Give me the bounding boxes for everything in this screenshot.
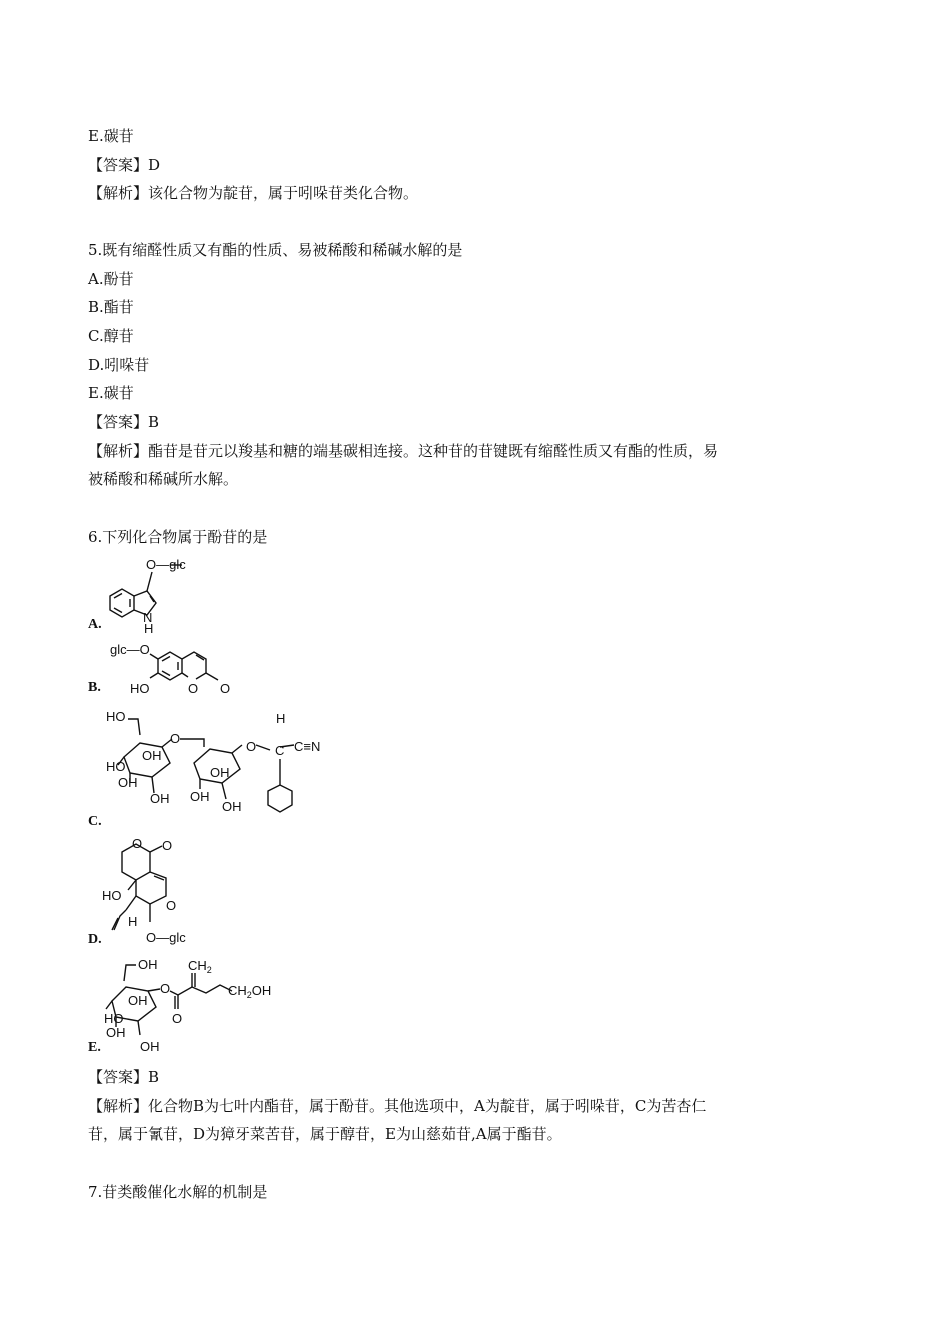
struct-d-carbonyl-o-text: O bbox=[162, 838, 173, 853]
q7-stem: 7.苷类酸催化水解的机制是 bbox=[88, 1183, 268, 1201]
q5-option-a: A.酚苷 bbox=[88, 270, 134, 288]
structure-d bbox=[100, 838, 220, 950]
structure-c bbox=[104, 705, 344, 830]
struct-d-o-glc-text: O—glc bbox=[146, 930, 186, 945]
struct-a-h-text: H bbox=[144, 621, 154, 636]
struct-d-ho-text: HO bbox=[102, 888, 122, 903]
struct-e-oh-4: OH bbox=[140, 1039, 160, 1054]
q6-option-e-label: E. bbox=[88, 1040, 101, 1055]
struct-b-ring-o-text: O bbox=[188, 681, 199, 696]
structure-a bbox=[100, 552, 230, 634]
q6-analysis-line2: 苷，属于氰苷，D为獐牙菜苦苷，属于醇苷，E为山慈茹苷,A属于酯苷。 bbox=[88, 1125, 562, 1143]
struct-c-h-text: H bbox=[276, 711, 286, 726]
q5-option-d: D.吲哚苷 bbox=[88, 356, 150, 374]
q4-answer: 【答案】D bbox=[88, 156, 161, 174]
struct-a-n-text: N bbox=[143, 610, 153, 625]
struct-c-oh-1: OH bbox=[142, 748, 162, 763]
struct-c-ho-text: HO bbox=[106, 709, 126, 724]
struct-c-ho-2: HO bbox=[106, 759, 126, 774]
struct-c-oh-4: OH bbox=[150, 791, 170, 806]
struct-c-oh-7: OH bbox=[222, 799, 242, 814]
struct-c-c-text: C bbox=[275, 743, 285, 758]
q6-stem: 6.下列化合物属于酚苷的是 bbox=[88, 528, 268, 546]
structure-b bbox=[108, 637, 278, 699]
struct-e-oh-3: OH bbox=[106, 1025, 126, 1040]
q4-option-e: E.碳苷 bbox=[88, 127, 134, 145]
struct-e-ho-2: HO bbox=[104, 1011, 124, 1026]
q5-option-e: E.碳苷 bbox=[88, 384, 134, 402]
q5-option-b: B.酯苷 bbox=[88, 298, 134, 316]
struct-b-carbonyl-o-text: O bbox=[220, 681, 231, 696]
struct-c-oh-5: OH bbox=[210, 765, 230, 780]
q6-option-d-label: D. bbox=[88, 932, 102, 947]
struct-c-cn-text: C≡N bbox=[294, 739, 321, 754]
struct-d-ring-o-text: O bbox=[132, 836, 143, 851]
struct-e-ch2-text: $CH_2$ bbox=[188, 958, 212, 975]
q4-analysis: 【解析】该化合物为靛苷，属于吲哚苷类化合物。 bbox=[88, 184, 419, 202]
struct-e-oh-top: OH bbox=[138, 957, 158, 972]
structure-e bbox=[104, 957, 294, 1057]
struct-c-o-link-1: O bbox=[170, 731, 181, 746]
q6-option-c-label: C. bbox=[88, 814, 102, 829]
struct-b-ho-text: HO bbox=[130, 681, 150, 696]
q6-option-b-label: B. bbox=[88, 680, 101, 695]
q6-option-a-label: A. bbox=[88, 617, 102, 632]
q5-option-c: C.醇苷 bbox=[88, 327, 134, 345]
struct-b-glc-o-text: glc—O bbox=[110, 642, 150, 657]
q6-analysis-line1: 【解析】化合物B为七叶内酯苷，属于酚苷。其他选项中，A为靛苷，属于吲哚苷，C为苦杏仁 bbox=[88, 1097, 707, 1115]
struct-c-oh-6: OH bbox=[190, 789, 210, 804]
q6-answer: 【答案】B bbox=[88, 1068, 160, 1086]
struct-a-o-glc-text: O—glc bbox=[146, 557, 186, 572]
struct-d-ring-o2-text: O bbox=[166, 898, 177, 913]
struct-e-ch2oh-text: $CH_2OH$ bbox=[228, 983, 272, 1000]
struct-c-oh-3: OH bbox=[118, 775, 138, 790]
q5-answer: 【答案】B bbox=[88, 413, 160, 431]
q5-analysis-line1: 【解析】酯苷是苷元以羧基和糖的端基碳相连接。这种苷的苷键既有缩醛性质又有酯的性质，易 bbox=[88, 442, 719, 460]
q5-analysis-line2: 被稀酸和稀碱所水解。 bbox=[88, 470, 239, 488]
struct-e-carbonyl-o: O bbox=[172, 1011, 183, 1026]
struct-e-o-link: O bbox=[160, 981, 171, 996]
q5-stem: 5.既有缩醛性质又有酯的性质、易被稀酸和稀碱水解的是 bbox=[88, 241, 463, 259]
struct-e-oh-1: OH bbox=[128, 993, 148, 1008]
struct-d-h-text: H bbox=[128, 914, 138, 929]
struct-c-o-link-2: O bbox=[246, 739, 257, 754]
